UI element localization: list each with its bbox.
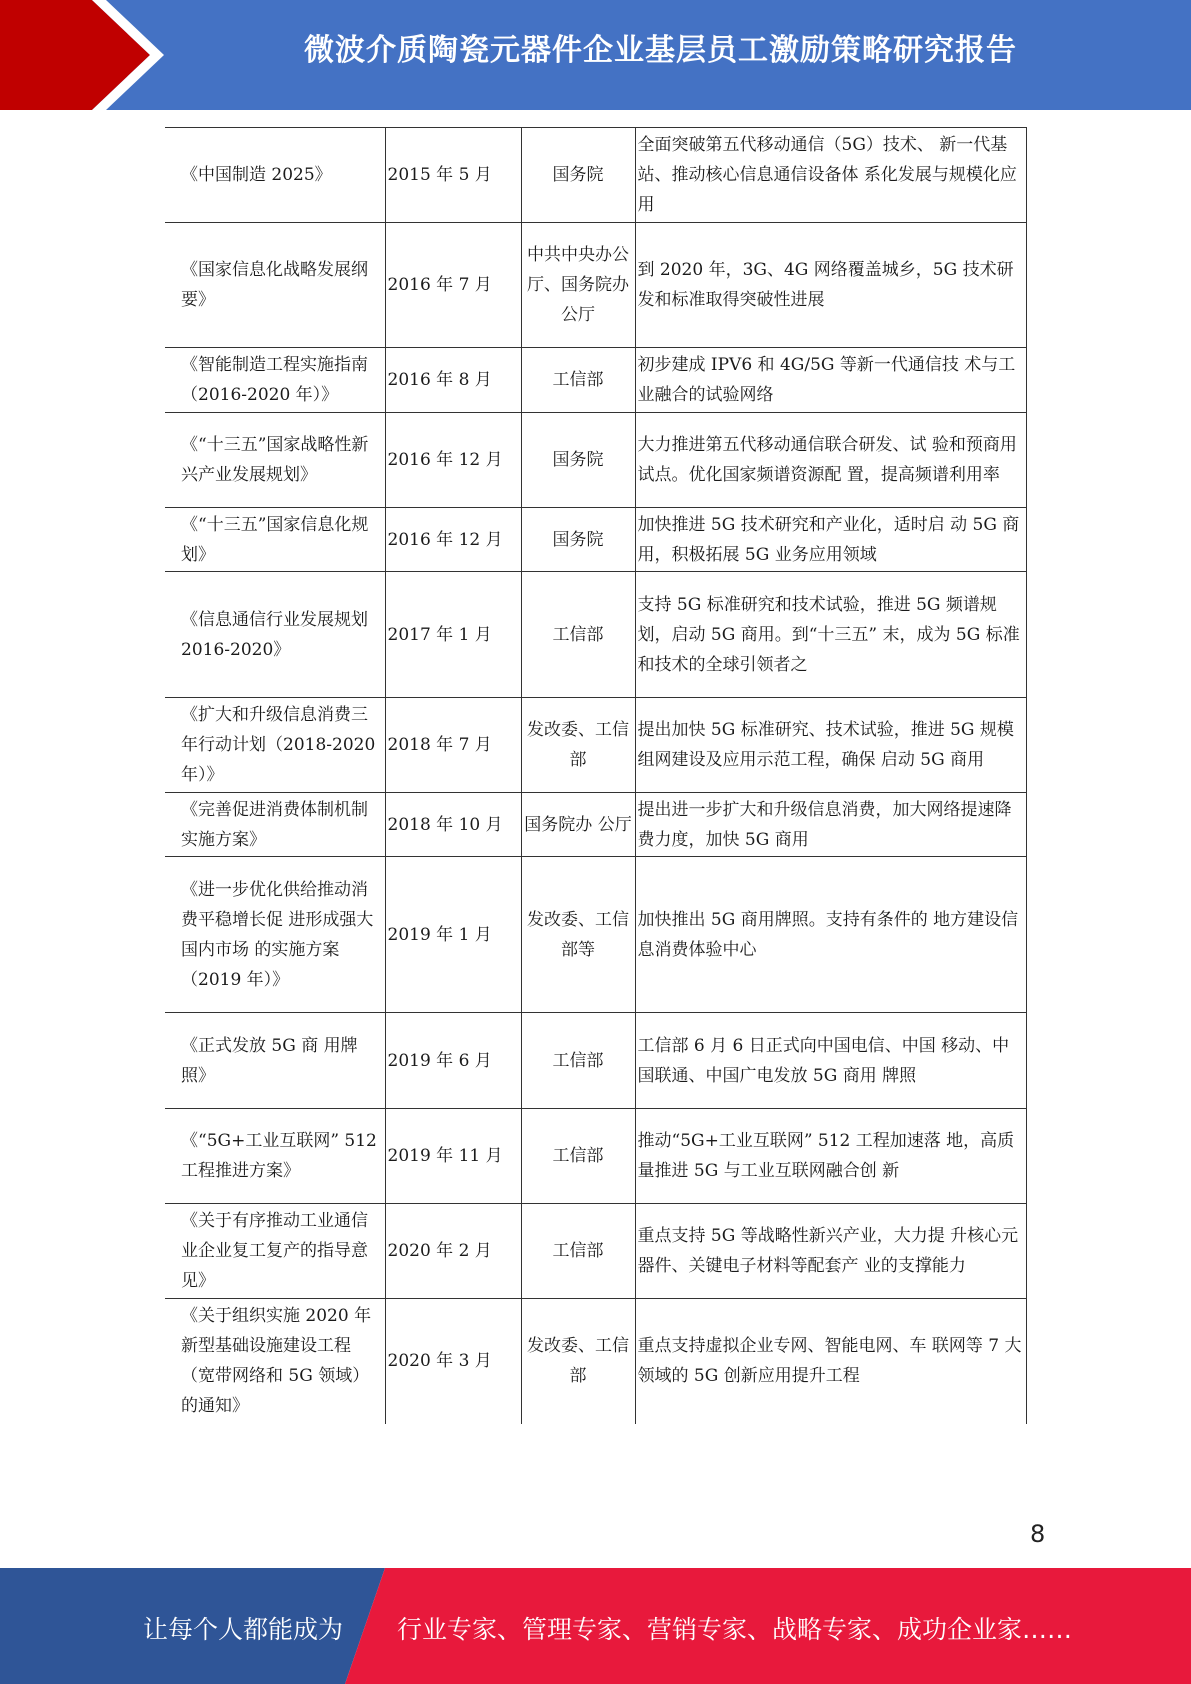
policy-issuer-cell: 工信部 xyxy=(521,1204,635,1299)
policy-content-cell: 工信部 6 月 6 日正式向中国电信、中国 移动、中国联通、中国广电发放 5G 商用 牌照 xyxy=(635,1013,1026,1109)
policy-date-cell: 2016 年 7 月 xyxy=(385,223,521,348)
policy-issuer-cell: 国务院 xyxy=(521,413,635,508)
policy-content-cell: 到 2020 年，3G、4G 网络覆盖城乡，5G 技术研发和标准取得突破性进展 xyxy=(635,223,1026,348)
policy-date-cell: 2020 年 2 月 xyxy=(385,1204,521,1299)
table-row xyxy=(165,793,1026,857)
table-row xyxy=(165,1299,1026,1424)
policy-issuer-cell: 发改委、工信部 xyxy=(521,1299,635,1424)
footer-slogan-left: 让每个人都能成为 xyxy=(143,1615,344,1644)
table-row xyxy=(165,348,1026,413)
policy-issuer-cell: 国务院 xyxy=(521,128,635,223)
policy-issuer-cell: 发改委、工信部 xyxy=(521,698,635,793)
policy-issuer-cell: 国务院办 公厅 xyxy=(521,793,635,857)
policy-name-cell: 《“十三五”国家战略性新兴产业发展规划》 xyxy=(165,413,385,508)
policy-content-cell: 初步建成 IPV6 和 4G/5G 等新一代通信技 术与工业融合的试验网络 xyxy=(635,348,1026,413)
policy-date-cell: 2016 年 12 月 xyxy=(385,508,521,572)
policy-content-cell: 提出加快 5G 标准研究、技术试验，推进 5G 规模组网建设及应用示范工程，确保 启动 5G 商用 xyxy=(635,698,1026,793)
policy-date-cell: 2017 年 1 月 xyxy=(385,572,521,698)
policy-content-cell: 加快推进 5G 技术研究和产业化，适时启 动 5G 商用，积极拓展 5G 业务应用领域 xyxy=(635,508,1026,572)
policy-content-cell: 加快推出 5G 商用牌照。支持有条件的 地方建设信息消费体验中心 xyxy=(635,857,1026,1013)
policy-name-cell: 《智能制造工程实施指南（2016-2020 年）》 xyxy=(165,348,385,413)
table-row xyxy=(165,223,1026,348)
page-header xyxy=(0,0,1191,110)
policy-content-cell: 重点支持 5G 等战略性新兴产业，大力提 升核心元器件、关键电子材料等配套产 业的支撑能力 xyxy=(635,1204,1026,1299)
policy-content-cell: 支持 5G 标准研究和技术试验，推进 5G 频谱规划，启动 5G 商用。到“十三五” 末，成为 5G 标准和技术的全球引领者之 xyxy=(635,572,1026,698)
policy-name-cell: 《关于组织实施 2020 年新型基础设施建设工程（宽带网络和 5G 领域）的通知》 xyxy=(165,1299,385,1424)
table-row xyxy=(165,1204,1026,1299)
policy-table xyxy=(165,127,1027,1424)
policy-issuer-cell: 发改委、工信部等 xyxy=(521,857,635,1013)
page-number: 8 xyxy=(1030,1520,1046,1548)
policy-issuer-cell: 工信部 xyxy=(521,1013,635,1109)
policy-name-cell: 《“5G+工业互联网” 512 工程推进方案》 xyxy=(165,1109,385,1204)
policy-issuer-cell: 工信部 xyxy=(521,572,635,698)
table-row xyxy=(165,508,1026,572)
table-row xyxy=(165,698,1026,793)
policy-name-cell: 《中国制造 2025》 xyxy=(165,128,385,223)
policy-date-cell: 2019 年 6 月 xyxy=(385,1013,521,1109)
table-row xyxy=(165,857,1026,1013)
policy-name-cell: 《国家信息化战略发展纲要》 xyxy=(165,223,385,348)
policy-date-cell: 2015 年 5 月 xyxy=(385,128,521,223)
table-row xyxy=(165,1109,1026,1204)
policy-name-cell: 《关于有序推动工业通信业企业复工复产的指导意见》 xyxy=(165,1204,385,1299)
policy-name-cell: 《“十三五”国家信息化规划》 xyxy=(165,508,385,572)
table-row xyxy=(165,413,1026,508)
policy-date-cell: 2018 年 10 月 xyxy=(385,793,521,857)
policy-content-cell: 大力推进第五代移动通信联合研发、试 验和预商用试点。优化国家频谱资源配 置，提高频谱利用率 xyxy=(635,413,1026,508)
policy-name-cell: 《正式发放 5G 商 用牌照》 xyxy=(165,1013,385,1109)
header-title: 微波介质陶瓷元器件企业基层员工激励策略研究报告 xyxy=(304,33,1017,68)
policy-content-cell: 重点支持虚拟企业专网、智能电网、车 联网等 7 大领域的 5G 创新应用提升工程 xyxy=(635,1299,1026,1424)
policy-date-cell: 2016 年 8 月 xyxy=(385,348,521,413)
policy-issuer-cell: 中共中央办公厅、国务院办 公厅 xyxy=(521,223,635,348)
table-row xyxy=(165,128,1026,223)
policy-date-cell: 2019 年 11 月 xyxy=(385,1109,521,1204)
policy-date-cell: 2018 年 7 月 xyxy=(385,698,521,793)
page-footer xyxy=(0,1568,1191,1684)
policy-date-cell: 2016 年 12 月 xyxy=(385,413,521,508)
policy-name-cell: 《扩大和升级信息消费三年行动计划（2018-2020 年）》 xyxy=(165,698,385,793)
policy-name-cell: 《完善促进消费体制机制实施方案》 xyxy=(165,793,385,857)
policy-content-cell: 推动“5G+工业互联网” 512 工程加速落 地，高质量推进 5G 与工业互联网融合创 新 xyxy=(635,1109,1026,1204)
policy-issuer-cell: 工信部 xyxy=(521,1109,635,1204)
footer-slogan-right: 行业专家、管理专家、营销专家、战略专家、成功企业家…… xyxy=(397,1615,1073,1644)
policy-issuer-cell: 工信部 xyxy=(521,348,635,413)
policy-issuer-cell: 国务院 xyxy=(521,508,635,572)
policy-date-cell: 2019 年 1 月 xyxy=(385,857,521,1013)
policy-name-cell: 《信息通信行业发展规划 2016-2020》 xyxy=(165,572,385,698)
policy-content-cell: 提出进一步扩大和升级信息消费，加大网络提速降费力度，加快 5G 商用 xyxy=(635,793,1026,857)
policy-name-cell: 《进一步优化供给推动消费平稳增长促 进形成强大国内市场 的实施方案（2019 年）》 xyxy=(165,857,385,1013)
table-row xyxy=(165,572,1026,698)
policy-date-cell: 2020 年 3 月 xyxy=(385,1299,521,1424)
policy-content-cell: 全面突破第五代移动通信（5G）技术、 新一代基站、推动核心信息通信设备体 系化发展与规模化应用 xyxy=(635,128,1026,223)
table-row xyxy=(165,1013,1026,1109)
